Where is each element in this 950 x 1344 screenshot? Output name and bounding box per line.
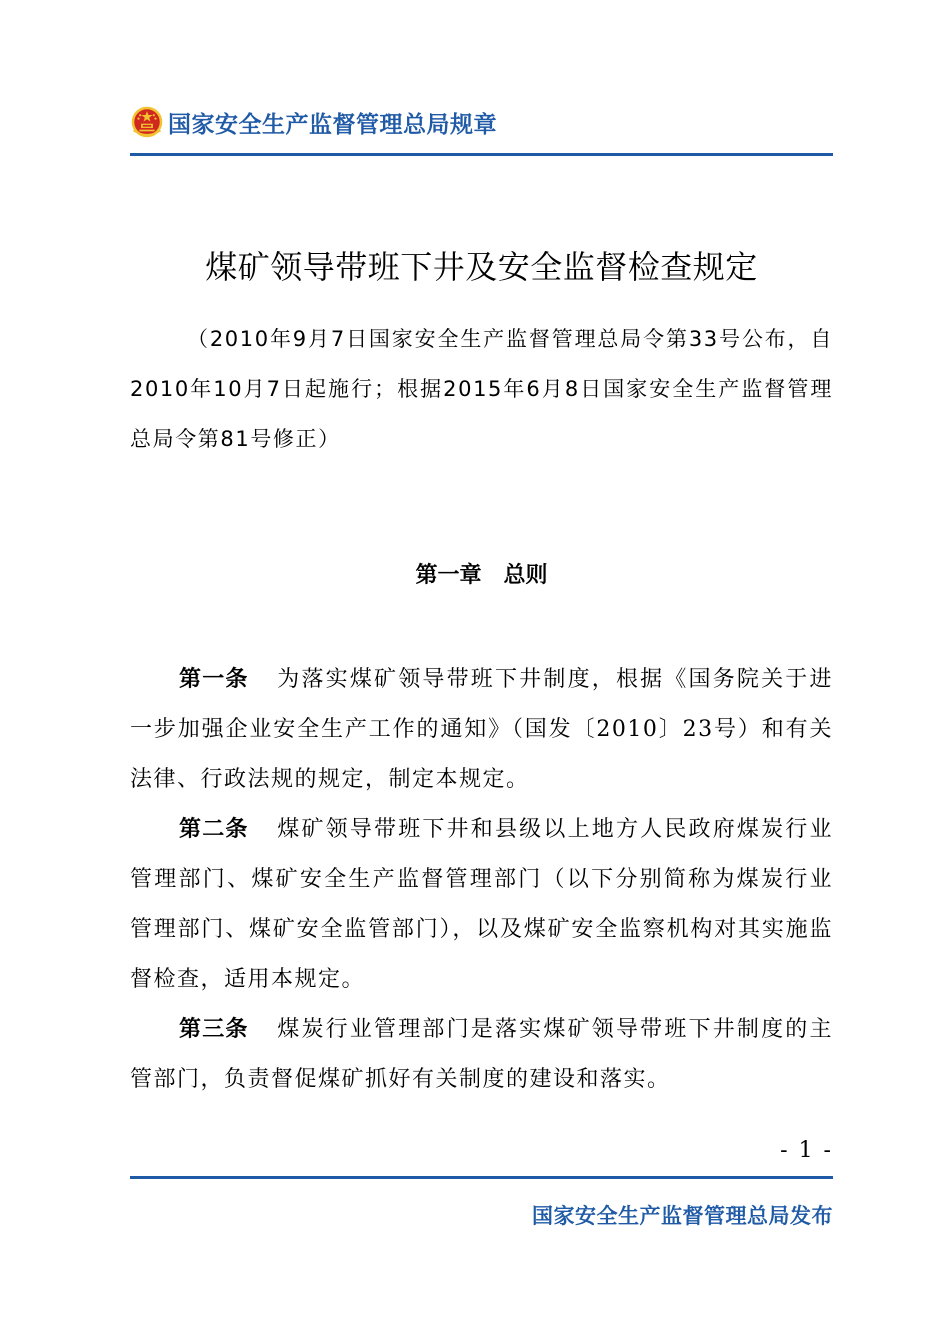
document-title: 煤矿领导带班下井及安全监督检查规定 (205, 248, 758, 286)
article-label: 第二条 (179, 817, 249, 842)
article-label: 第三条 (179, 1017, 249, 1042)
article-paragraph (130, 805, 833, 1005)
header-divider (130, 153, 833, 156)
article-text: 煤炭行业管理部门是落实煤矿领导带班下井制度的主管部门，负责督促煤矿抓好有关制度的建设和落实。 (130, 1017, 833, 1092)
article-label: 第一条 (179, 667, 249, 692)
header-title: 国家安全生产监督管理总局规章 (168, 111, 497, 138)
source-note: （2010年9月7日国家安全生产监督管理总局令第33号公布，自2010年10月7日起施行；根据2015年6月8日国家安全生产监督管理总局令第81号修正） (130, 327, 833, 451)
article-text: 煤矿领导带班下井和县级以上地方人民政府煤炭行业管理部门、煤矿安全生产监督管理部门（以下分别简称为煤炭行业管理部门、煤矿安全监管部门），以及煤矿安全监察机构对其实施监督检查，适用本规定。 (130, 817, 833, 992)
page-number: - 1 - (780, 1138, 833, 1163)
article-text: 为落实煤矿领导带班下井制度，根据《国务院关于进一步加强企业安全生产工作的通知》（国发〔2010〕23号）和有关法律、行政法规的规定，制定本规定。 (130, 667, 833, 792)
chapter-title: 第一章 总则 (415, 563, 548, 588)
footer-publisher: 国家安全生产监督管理总局发布 (532, 1204, 833, 1228)
page-header (130, 100, 497, 144)
footer-divider (130, 1176, 833, 1179)
article-paragraph (130, 1005, 833, 1105)
article-paragraph (130, 655, 833, 805)
national-emblem-icon (130, 105, 164, 139)
